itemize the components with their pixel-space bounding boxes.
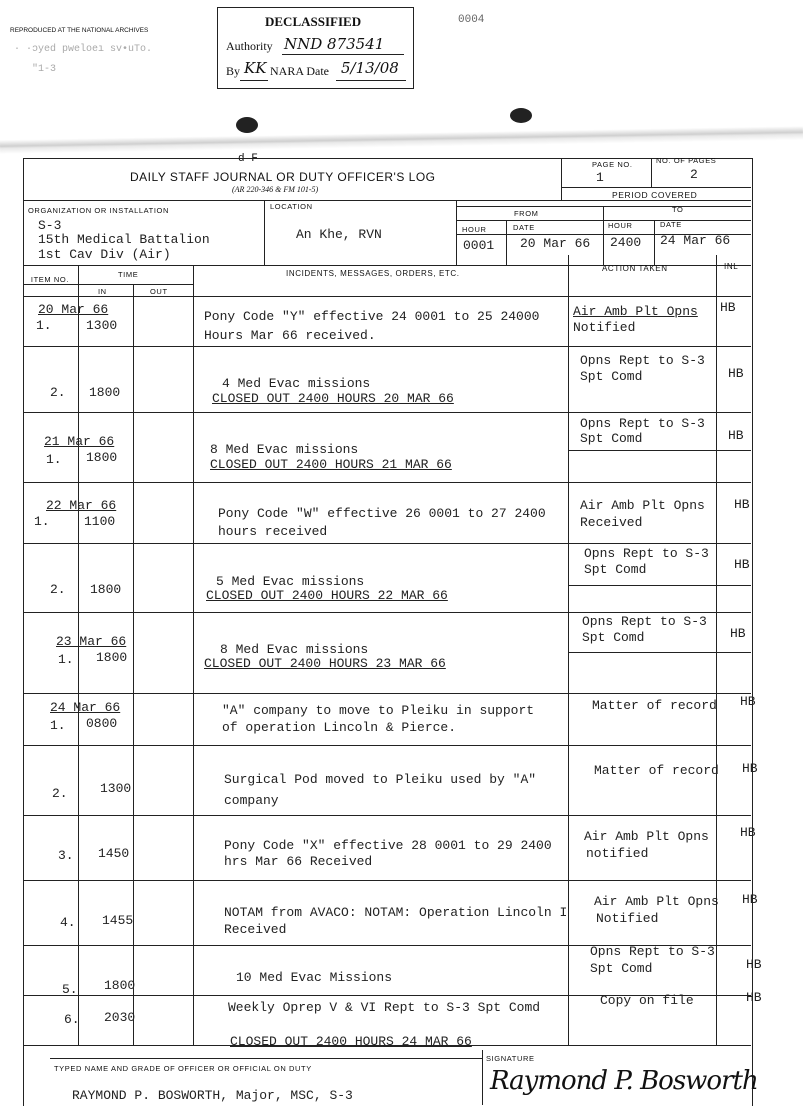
period-covered-label: PERIOD COVERED [612, 190, 698, 200]
entry-8-action-1: Matter of record [594, 763, 719, 778]
entry-6-message-2: CLOSED OUT 2400 HOURS 23 MAR 66 [204, 656, 446, 671]
col-time-out: OUT [150, 287, 168, 296]
entry-3-action-1: Opns Rept to S-3 [580, 416, 705, 431]
nara-date-label: NARA Date [270, 64, 329, 78]
from-date-value: 20 Mar 66 [520, 236, 591, 251]
location-label: LOCATION [270, 202, 313, 211]
entry-5-item: 2. [50, 582, 66, 597]
from-date-label: DATE [513, 223, 535, 232]
entry-1-initials: HB [720, 300, 736, 315]
by-label: By [226, 64, 241, 78]
entry-1-time: 1300 [86, 318, 118, 333]
entry-12-initials: HB [746, 990, 762, 1005]
entry-6-action-2: Spt Comd [582, 630, 645, 645]
entry-7-initials: HB [740, 694, 756, 709]
entry-2-initials: HB [728, 366, 744, 381]
entry-12-item: 6. [64, 1012, 80, 1027]
to-hour-value: 2400 [610, 235, 642, 250]
date-header-21-mar: 21 Mar 66 [44, 434, 115, 449]
entry-11-action-1: Opns Rept to S-3 [590, 944, 715, 959]
location-value: An Khe, RVN [296, 227, 382, 242]
entry-12-message-2: CLOSED OUT 2400 HOURS 24 MAR 66 [230, 1034, 472, 1049]
entry-1-message-1: Pony Code "Y" effective 24 0001 to 25 24000 [204, 309, 540, 324]
entry-2-time: 1800 [89, 385, 121, 400]
entry-10-item: 4. [60, 915, 76, 930]
entry-1-action-2: Notified [573, 320, 636, 335]
entry-9-item: 3. [58, 848, 74, 863]
binder-hole-left [236, 117, 258, 133]
entry-4-action-1: Air Amb Plt Opns [580, 498, 705, 513]
entry-9-message-1: Pony Code "X" effective 28 0001 to 29 2400 [224, 838, 552, 853]
archive-reproduction-stamp: REPRODUCED AT THE NATIONAL ARCHIVES [10, 27, 149, 34]
entry-8-message-1: Surgical Pod moved to Pleiku used by "A" [224, 772, 537, 787]
entry-7-message-1: "A" company to move to Pleiku in support [222, 703, 535, 718]
col-time: TIME [118, 270, 139, 279]
entry-4-initials: HB [734, 497, 750, 512]
entry-5-action-1: Opns Rept to S-3 [584, 546, 709, 561]
entry-8-initials: HB [742, 761, 758, 776]
binder-hole-right [510, 108, 532, 123]
signature-label: SIGNATURE [486, 1054, 535, 1063]
nara-date-value: 5/13/08 [341, 59, 399, 77]
col-time-in: IN [98, 287, 107, 296]
entry-4-item: 1. [34, 514, 50, 529]
entry-10-action-1: Air Amb Plt Opns [594, 894, 719, 909]
entry-3-message-2: CLOSED OUT 2400 HOURS 21 MAR 66 [210, 457, 452, 472]
col-item-no: ITEM NO. [30, 275, 70, 284]
top-mark: d F [238, 153, 258, 165]
entry-2-message-2: CLOSED OUT 2400 HOURS 20 MAR 66 [212, 391, 454, 406]
col-incidents: INCIDENTS, MESSAGES, ORDERS, ETC. [286, 269, 460, 278]
entry-3-time: 1800 [86, 450, 118, 465]
entry-5-time: 1800 [90, 582, 122, 597]
form-title: DAILY STAFF JOURNAL OR DUTY OFFICER'S LOG [130, 170, 436, 184]
entry-9-time: 1450 [98, 846, 130, 861]
entry-9-initials: HB [740, 825, 756, 840]
entry-12-message-1: Weekly Oprep V & VI Rept to S-3 Spt Comd [228, 1000, 541, 1015]
no-pages-value: 2 [690, 167, 698, 182]
entry-5-message-2: CLOSED OUT 2400 HOURS 22 MAR 66 [206, 588, 448, 603]
entry-6-message-1: 8 Med Evac missions [220, 642, 369, 657]
date-header-20-mar: 20 Mar 66 [38, 302, 109, 317]
declassified-title: DECLASSIFIED [265, 14, 362, 29]
entry-9-action-2: notified [586, 846, 649, 861]
to-hour-label: HOUR [608, 221, 633, 230]
entry-9-action-1: Air Amb Plt Opns [584, 829, 709, 844]
entry-12-time: 2030 [104, 1010, 136, 1025]
corner-code: 0004 [458, 14, 485, 26]
entry-11-initials: HB [746, 957, 762, 972]
entry-3-initials: HB [728, 428, 744, 443]
org-line-1: S-3 [38, 218, 62, 233]
entry-6-time: 1800 [96, 650, 128, 665]
entry-2-item: 2. [50, 385, 66, 400]
page-no-value: 1 [596, 170, 604, 185]
entry-6-initials: HB [730, 626, 746, 641]
from-label: FROM [514, 209, 539, 218]
entry-1-item: 1. [36, 318, 52, 333]
to-date-label: DATE [660, 220, 682, 229]
officer-name-value: RAYMOND P. BOSWORTH, Major, MSC, S-3 [72, 1088, 353, 1103]
org-line-3: 1st Cav Div (Air) [38, 247, 171, 262]
col-initials: INL [724, 262, 739, 271]
page-no-label: PAGE NO. [592, 160, 633, 169]
entry-4-time: 1100 [84, 514, 116, 529]
entry-10-time: 1455 [102, 913, 134, 928]
from-hour-label: HOUR [462, 225, 487, 234]
entry-5-action-2: Spt Comd [584, 562, 647, 577]
entry-8-message-2: company [224, 793, 279, 808]
col-action-taken: ACTION TAKEN [602, 264, 668, 273]
faint-bleedthrough-text: · ·ɔyed pweloeı sv•uTo. [14, 44, 153, 55]
form-subtitle: (AR 220-346 & FM 101-5) [232, 185, 319, 194]
entry-3-action-2: Spt Comd [580, 431, 643, 446]
authority-value: NND 873541 [284, 35, 385, 53]
entry-4-action-2: Received [580, 515, 643, 530]
entry-11-item: 5. [62, 982, 78, 997]
entry-10-message-1: NOTAM from AVACO: NOTAM: Operation Lincoln I [224, 905, 568, 920]
entry-7-item: 1. [50, 718, 66, 733]
no-pages-label: NO. OF PAGES [656, 156, 717, 165]
entry-7-message-2: of operation Lincoln & Pierce. [222, 720, 457, 735]
paper-fold-shadow [0, 126, 803, 154]
entry-8-item: 2. [52, 786, 68, 801]
entry-10-action-2: Notified [596, 911, 659, 926]
org-line-2: 15th Medical Battalion [38, 232, 210, 247]
entry-11-time: 1800 [104, 978, 136, 993]
entry-11-action-2: Spt Comd [590, 961, 653, 976]
authority-label: Authority [226, 39, 273, 53]
entry-1-message-2: Hours Mar 66 received. [204, 328, 376, 343]
entry-1-action-1: Air Amb Plt Opns [573, 304, 698, 319]
date-header-22-mar: 22 Mar 66 [46, 498, 117, 513]
entry-4-message-2: hours received [218, 524, 328, 539]
organization-label: ORGANIZATION OR INSTALLATION [28, 206, 169, 215]
entry-2-action-1: Opns Rept to S-3 [580, 353, 705, 368]
entry-7-action-1: Matter of record [592, 698, 717, 713]
from-hour-value: 0001 [463, 238, 495, 253]
date-header-23-mar: 23 Mar 66 [56, 634, 127, 649]
entry-12-action-1: Copy on file [600, 993, 694, 1008]
to-date-value: 24 Mar 66 [660, 233, 731, 248]
by-value: KK [244, 59, 267, 77]
entry-10-initials: HB [742, 892, 758, 907]
entry-5-initials: HB [734, 557, 750, 572]
entry-6-action-1: Opns Rept to S-3 [582, 614, 707, 629]
entry-8-time: 1300 [100, 781, 132, 796]
officer-name-label: TYPED NAME AND GRADE OF OFFICER OR OFFICIAL ON DUTY [54, 1064, 312, 1073]
entry-6-item: 1. [58, 652, 74, 667]
date-header-24-mar: 24 Mar 66 [50, 700, 121, 715]
signature-text: Raymond P. Bosworth [490, 1066, 758, 1096]
entry-2-action-2: Spt Comd [580, 369, 643, 384]
entry-5-message-1: 5 Med Evac missions [216, 574, 365, 589]
entry-3-message-1: 8 Med Evac missions [210, 442, 359, 457]
declassified-stamp [217, 7, 414, 89]
entry-7-time: 0800 [86, 716, 118, 731]
entry-9-message-2: hrs Mar 66 Received [224, 854, 373, 869]
entry-11-message-1: 10 Med Evac Missions [236, 970, 393, 985]
entry-10-message-2: Received [224, 922, 287, 937]
to-label: TO [672, 205, 684, 214]
entry-4-message-1: Pony Code "W" effective 26 0001 to 27 2400 [218, 506, 546, 521]
entry-2-message-1: 4 Med Evac missions [222, 376, 371, 391]
entry-3-item: 1. [46, 452, 62, 467]
faint-bleedthrough-text-2: "1-3 [32, 64, 57, 75]
signature [490, 1066, 758, 1096]
